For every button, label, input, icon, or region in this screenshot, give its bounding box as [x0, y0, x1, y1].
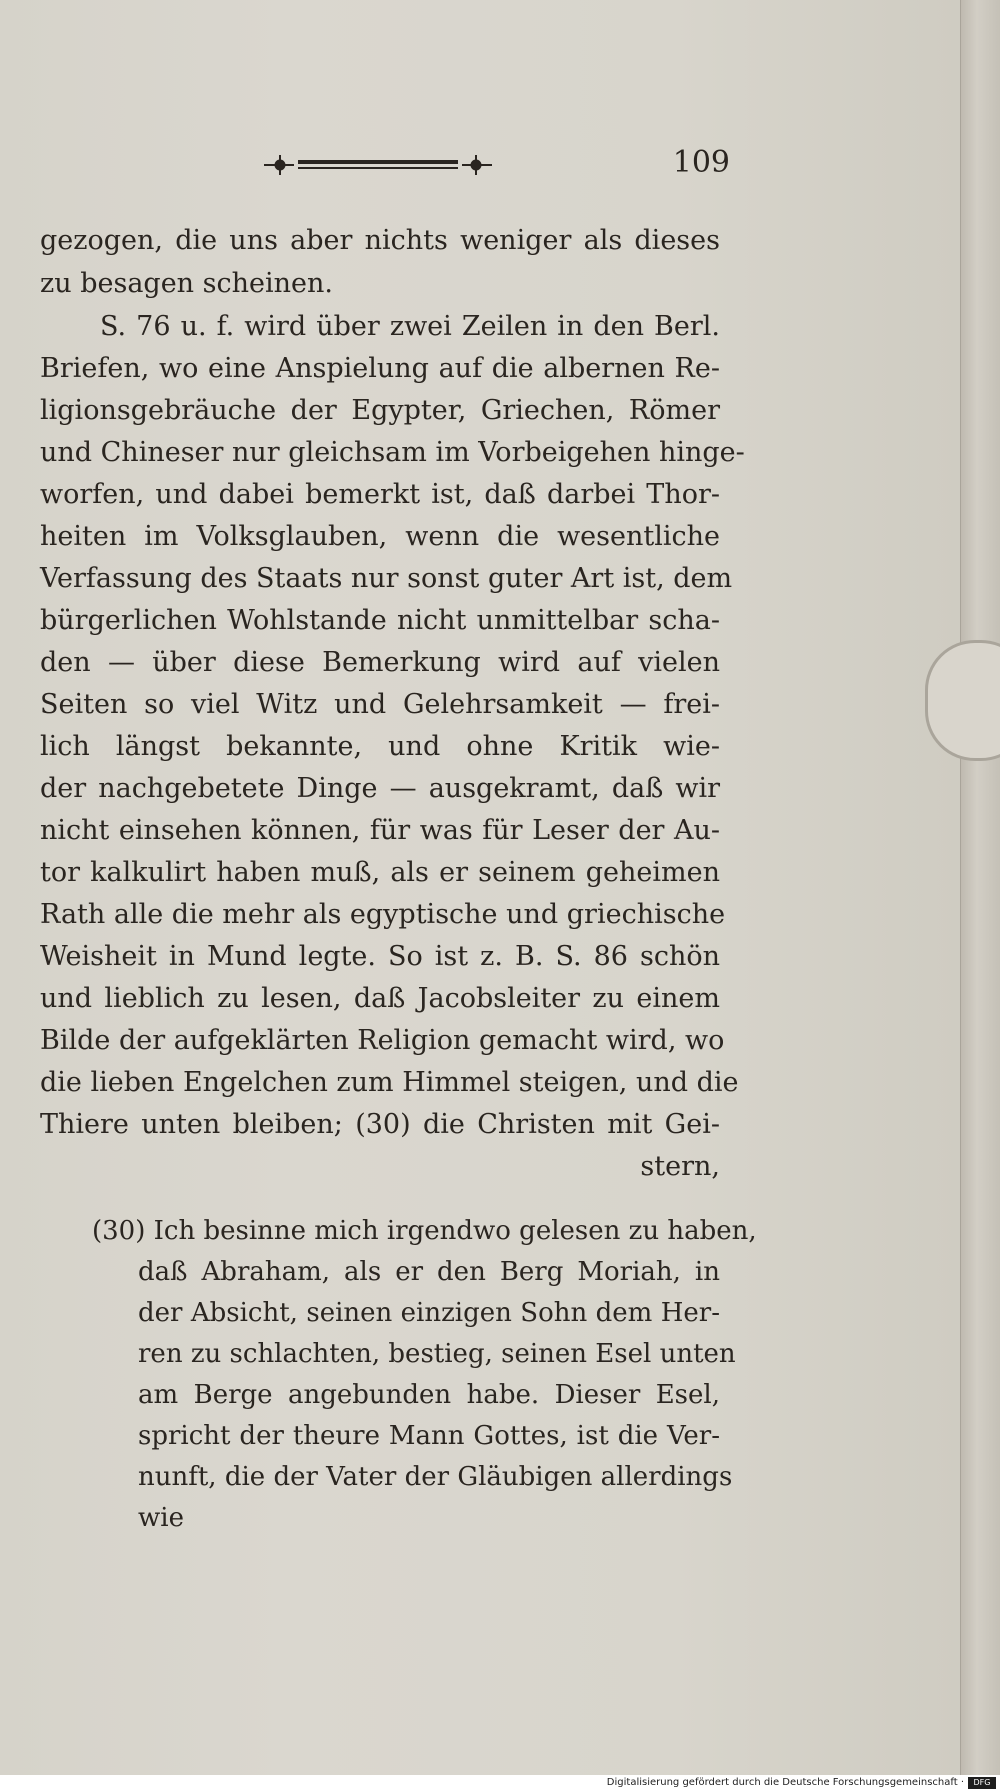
footnote-line: der Absicht, seinen einzigen Sohn dem Her-	[138, 1298, 720, 1328]
body-line: Briefen, wo eine Anspielung auf die albernen Re-	[40, 353, 720, 384]
digitization-credit: Digitalisierung gefördert durch die Deutsche Forschungsgemeinschaft ·	[606, 1777, 964, 1788]
footnote-line: ren zu schlachten, bestieg, seinen Esel unten	[138, 1339, 736, 1369]
catchword: stern,	[640, 1151, 720, 1182]
footnote-line: (30) Ich besinne mich irgendwo gelesen zu haben,	[92, 1216, 757, 1246]
footnote-line: spricht der theure Mann Gottes, ist die Ver-	[138, 1421, 720, 1451]
footnote-line: am Berge angebunden habe. Dieser Esel,	[138, 1380, 720, 1410]
body-line: Weisheit in Mund legte. So ist z. B. S. 86 schön	[40, 941, 720, 972]
body-line: bürgerlichen Wohlstande nicht unmittelbar scha-	[40, 605, 720, 636]
body-line: Bilde der aufgeklärten Religion gemacht wird, wo	[40, 1025, 725, 1056]
body-line: ligionsgebräuche der Egypter, Griechen, Römer	[40, 395, 720, 426]
body-line: worfen, und dabei bemerkt ist, daß darbei Thor-	[40, 479, 720, 510]
body-line: S. 76 u. f. wird über zwei Zeilen in den Berl.	[100, 311, 720, 342]
header-ornament	[258, 150, 498, 180]
body-line: nicht einsehen können, für was für Leser der Au-	[40, 815, 720, 846]
body-line: Verfassung des Staats nur sonst guter Art ist, dem	[40, 563, 733, 594]
footnote-catchword: wie	[138, 1503, 184, 1533]
footnote-line: daß Abraham, als er den Berg Moriah, in	[138, 1257, 720, 1287]
body-line: und lieblich zu lesen, daß Jacobsleiter zu einem	[40, 983, 720, 1014]
page-tab-marker	[925, 640, 1000, 761]
body-line: gezogen, die uns aber nichts weniger als dieses	[40, 225, 720, 256]
body-line: heiten im Volksglauben, wenn die wesentliche	[40, 521, 720, 552]
body-line: die lieben Engelchen zum Himmel steigen, und die	[40, 1067, 739, 1098]
footnote-line: nunft, die der Vater der Gläubigen allerdings	[138, 1462, 733, 1492]
body-line: tor kalkulirt haben muß, als er seinem geheimen	[40, 857, 720, 888]
dfg-logo: DFG	[968, 1777, 996, 1789]
body-line: zu besagen scheinen.	[40, 268, 333, 299]
body-line: Rath alle die mehr als egyptische und griechische	[40, 899, 726, 930]
body-line: Seiten so viel Witz und Gelehrsamkeit — frei-	[40, 689, 720, 720]
body-line: den — über diese Bemerkung wird auf vielen	[40, 647, 720, 678]
page-edge	[960, 0, 1000, 1775]
body-line: und Chineser nur gleichsam im Vorbeigehen hinge-	[40, 437, 745, 468]
body-line: lich längst bekannte, und ohne Kritik wie-	[40, 731, 720, 762]
page-number: 109	[672, 145, 730, 180]
body-line: Thiere unten bleiben; (30) die Christen mit Gei-	[40, 1109, 720, 1140]
body-line: der nachgebetete Dinge — ausgekramt, daß wir	[40, 773, 720, 804]
